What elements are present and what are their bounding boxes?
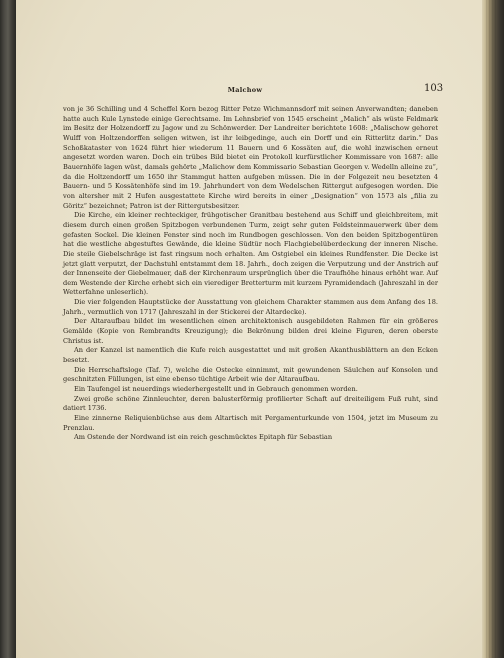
paragraph: An der Kanzel ist namentlich die Kufe reich ausgestattet und mit großen Akanthusblättern an den Ecken besetzt. [63,346,438,365]
running-title: Malchow [227,86,263,94]
paragraph: Eine zinnerne Reliquienbüchse aus dem Altartisch mit Pergamenturkunde von 1504, jetzt im Museum zu Prenzlau. [63,414,438,432]
paragraph: Die vier folgenden Hauptstücke der Ausstattung von gleichem Charakter stammen aus dem Anfang des 18. Jahrh., vermutlich von 1717 (Jahreszahl in der Stickerei der Altardecke). [63,298,438,316]
paragraph: Die Kirche, ein kleiner rechteckiger, frühgotischer Granitbau bestehend aus Schiff und gleichbreitem, mit diesem durch einen großen Spitzbogen verbundenen Turm, zeigt sehr guten Feldsteinmauerwerk über dem gefasten Sockel. Die kleinen Fenster sind noch im Rundbogen geschlossen. Von den beiden Spitzbogentüren hat die westliche abgestuftes Gewände, die kleine Südtür noch Flachgiebelüberdeckung der inneren Nische. Die steile Giebelschräge ist fast ringsum noch erhalten. Am Ostgiebel ein kleines Rundfenster. Die Decke ist jetzt glatt verputzt, der Dachstuhl entstammt dem 18. Jahrh., doch zeigen die Verputzung und der Anstrich auf der Innenseite der Giebelmauer, daß der Kirchenraum ursprünglich über die Traufhöhe hinaus erhöht war. Auf dem Westende der Kirche erhebt sich ein vierediger Bretterturm mit kurzem Pyramidendach (Jahreszahl in der Wetterfahne unleserlich). [63,211,438,297]
paragraph: Ein Taufengel ist neuerdings wiederhergestellt und in Gebrauch genommen worden. [74,385,358,394]
paragraph: Die Herrschaftsloge (Taf. 7), welche die Ostecke einnimmt, mit gewundenen Säulchen auf Konsolen und geschnitzten Füllungen, ist eine ebenso tüchtige Arbeit wie der Altaraufbau. [63,365,438,384]
paragraph: von je 36 Schilling und 4 Scheffel Korn bezog Ritter Petze Wichmannsdorf mit seinen Anverwandten; daneben hatte auch Kule Lynstede einige Gerechtsame. Im Lehnsbrief von 1545 erscheint „Malich“ als wüste Feldmark im Besitz der Holzendorff zu Jagow und zu Schönwerder. Der Landreiter berichtete 1608: „Malischow gehoret Wulff von Holtzendorffen seligen witwen, ist ihr leibgedinge, auch ein Dorff und ein Ritterlitz darin.“ Das Schoßkataster von 1624 führt hier wiederum 11 Bauern und 6 Kossäten auf, die wohl inzwischen erneut angesetzt worden waren. Doch ein trübes Bild bietet ein Protokoll kurfürstlicher Kommissare von 1687: alle Bauernhöfe lagen wüst, damals gehörte „Malichow dem Kommissario Sebastian Georgen v. Wedelln alleine zu“, da die Holtzendorff um 1650 ihr Stammgut hatten aufgeben müssen. Die in der Folgezeit neu besetzten 4 Bauern- und 5 Kossätenhöfe sind im 19. Jahrhundert von dem Wedelschen Rittergut aufgesogen worden. Die von altersher mit 2 Hufen ausgestattete Kirche wird bereits in einer „Designation“ von 1573 als „filia zu Göritz“ bezeichnet; Patron ist der Rittergutsbesitzer. [63,105,438,210]
page-number: 103 [424,83,444,94]
body-text [63,105,438,443]
paragraph: Zwei große schöne Zinnleuchter, deren balusterförmig profilierter Schaft auf dreiteiligem Fuß ruht, sind datiert 1736. [63,394,438,413]
paragraph: Am Ostende der Nordwand ist ein reich geschmücktes Epitaph für Sebastian [74,433,333,442]
paragraph: Der Altaraufbau bildet im wesentlichen einen architektonisch ausgebildeten Rahmen für ein größeres Gemälde (Kopie von Rembrandts Kreuzigung); die Bekrönung bilden drei kleine Figuren, deren oberste Christus ist. [63,317,438,345]
page-stack-lines [486,0,496,658]
